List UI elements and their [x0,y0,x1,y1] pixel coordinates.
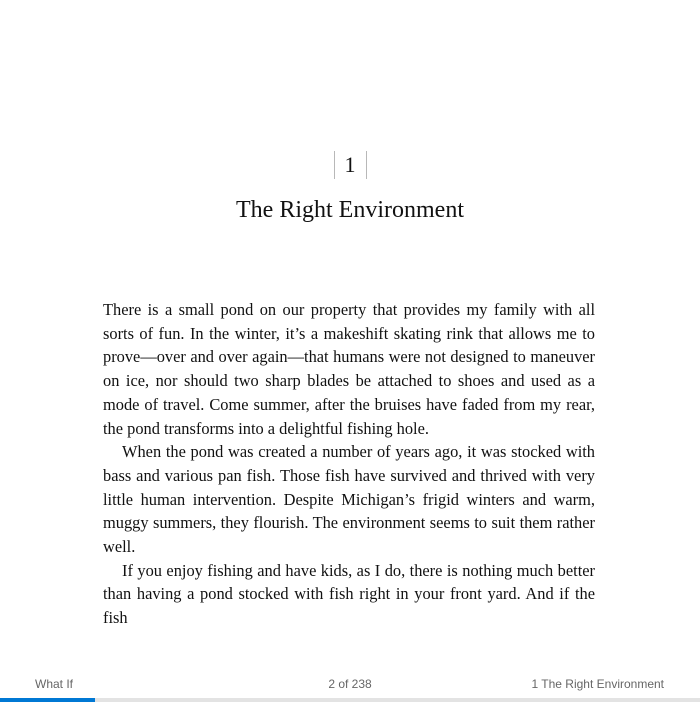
page-indicator: 2 of 238 [328,677,372,691]
reader-footer [0,676,700,692]
chapter-number-container [0,151,700,179]
paragraph: When the pond was created a number of years ago, it was stocked with bass and various pan fish. Those fish have survived and thrived with very little human intervention. Despite Michigan’s frigid winters and warm, muggy summers, they flourish. The environment seems to suit them rather well. [103,442,595,557]
chapter-number: 1 [334,151,367,179]
current-chapter-label: 1 The Right Environment [531,677,664,691]
reading-progress-bar[interactable] [0,698,700,702]
chapter-body [103,298,595,628]
chapter-title: The Right Environment [236,197,464,223]
paragraph: If you enjoy fishing and have kids, as I do, there is nothing much better than having a pond stocked with fish right in your front yard. And if the fish [103,560,595,628]
reading-progress-fill [0,698,95,702]
book-title: What If [35,677,74,691]
paragraph: There is a small pond on our property that provides my family with all sorts of fun. In the winter, it’s a makeshift skating rink that allows me to prove—over and over again—that humans were not designed to maneuver on ice, nor should two sharp blades be attached to shoes and used as a mode of travel. Come summer, after the bruises have faded from my rear, the pond transforms into a delightful fishing hole. [103,300,595,438]
